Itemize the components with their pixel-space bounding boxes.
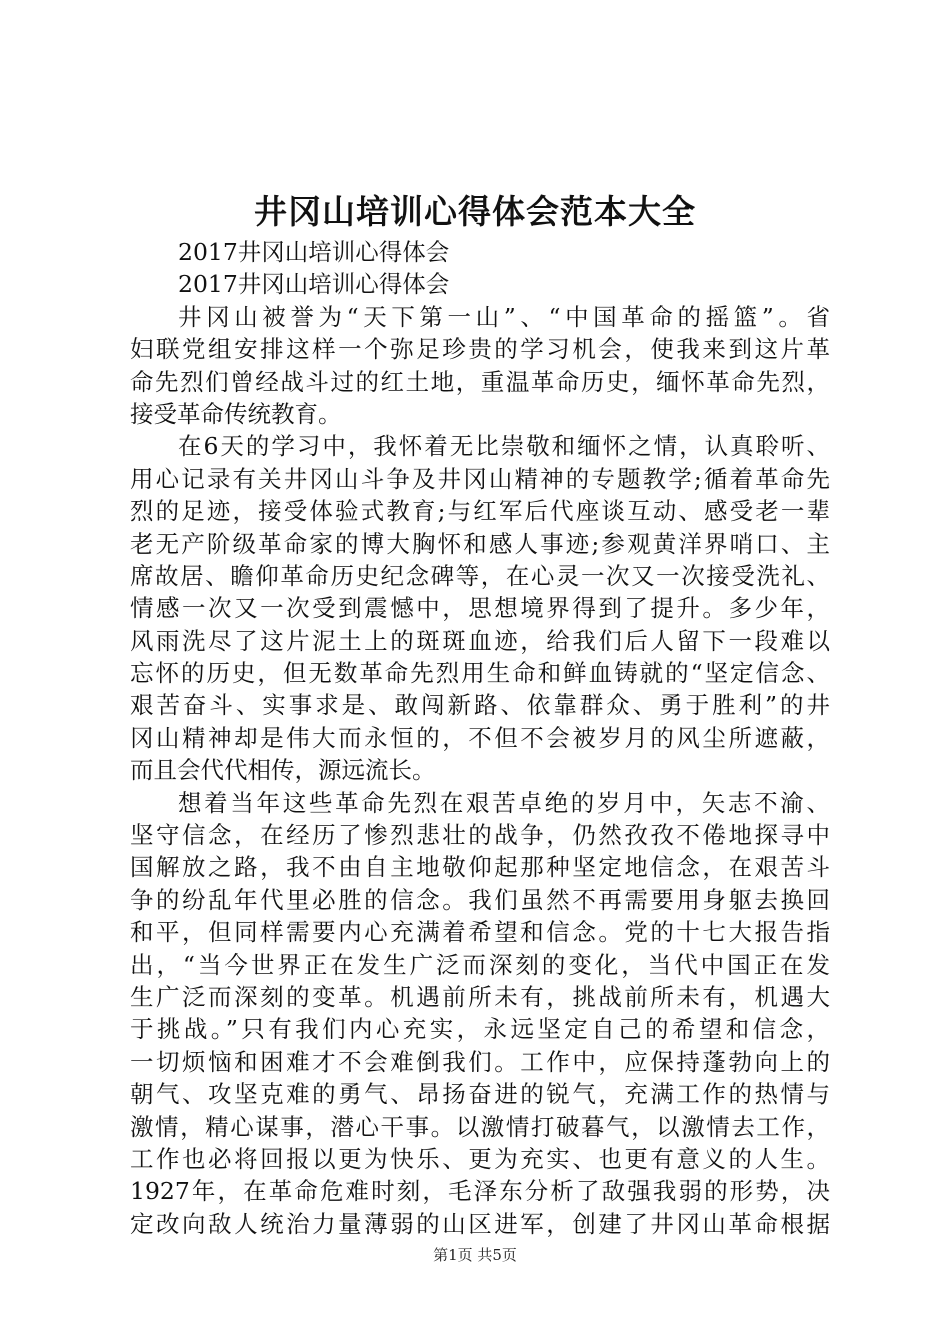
text-line: 坚守信念，在经历了惨烈悲壮的战争，仍然孜孜不倦地探寻中 <box>130 821 830 850</box>
text-line: 井冈山被誉为“天下第一山”、“中国革命的摇篮”。省 <box>178 302 830 331</box>
text-line: 国解放之路，我不由自主地敬仰起那种坚定地信念，在艰苦斗 <box>130 853 830 882</box>
text-line: 接受革命传统教育。 <box>130 399 342 428</box>
text-line: 2017井冈山培训心得体会 <box>178 270 450 299</box>
text-line: 忘怀的历史，但无数革命先烈用生命和鲜血铸就的“坚定信念、 <box>130 659 830 688</box>
text-line: 争的纷乱年代里必胜的信念。我们虽然不再需要用身躯去换回 <box>130 885 830 914</box>
text-line: 生广泛而深刻的变革。机遇前所未有，挑战前所未有，机遇大 <box>130 982 830 1011</box>
text-line: 烈的足迹，接受体验式教育;与红军后代座谈互动、感受老一辈 <box>130 497 830 526</box>
text-line: 冈山精神却是伟大而永恒的，不但不会被岁月的风尘所遮蔽， <box>130 723 830 752</box>
text-line: 2017井冈山培训心得体会 <box>178 238 450 266</box>
page-footer: 第1页 共5页 <box>433 1246 517 1264</box>
text-line: 想着当年这些革命先烈在艰苦卓绝的岁月中，矢志不渝、 <box>178 788 830 817</box>
text-line: 命先烈们曾经战斗过的红土地，重温革命历史，缅怀革命先烈， <box>130 367 830 396</box>
text-line: 老无产阶级革命家的博大胸怀和感人事迹;参观黄洋界哨口、主 <box>130 529 830 558</box>
text-line: 艰苦奋斗、实事求是、敢闯新路、依靠群众、勇于胜利”的井 <box>130 691 830 720</box>
text-line: 风雨洗尽了这片泥土上的斑斑血迹，给我们后人留下一段难以 <box>130 626 830 655</box>
document-body <box>130 236 830 1240</box>
text-line: 工作也必将回报以更为快乐、更为充实、也更有意义的人生。 <box>130 1144 830 1173</box>
text-line: 情感一次又一次受到震憾中，思想境界得到了提升。多少年， <box>130 594 830 623</box>
text-line: 和平，但同样需要内心充满着希望和信念。党的十七大报告指 <box>130 918 830 947</box>
text-line: 用心记录有关井冈山斗争及井冈山精神的专题教学;循着革命先 <box>130 464 830 493</box>
document-title: 井冈山培训心得体会范本大全 <box>254 192 696 231</box>
text-line: 激情，精心谋事，潜心干事。以激情打破暮气，以激情去工作， <box>130 1112 830 1141</box>
text-line: 1927年，在革命危难时刻，毛泽东分析了敌强我弱的形势，决 <box>130 1177 830 1206</box>
text-line: 于挑战。”只有我们内心充实，永远坚定自己的希望和信念， <box>130 1015 830 1044</box>
text-line: 出，“当今世界正在发生广泛而深刻的变化，当代中国正在发 <box>130 950 830 979</box>
text-line: 一切烦恼和困难才不会难倒我们。工作中，应保持蓬勃向上的 <box>130 1047 830 1076</box>
text-line: 妇联党组安排这样一个弥足珍贵的学习机会，使我来到这片革 <box>130 335 830 364</box>
text-line: 而且会代代相传，源远流长。 <box>130 756 436 785</box>
text-line: 朝气、攻坚克难的勇气、昂扬奋进的锐气，充满工作的热情与 <box>130 1080 830 1109</box>
text-line: 在6天的学习中，我怀着无比崇敬和缅怀之情，认真聆听、 <box>178 432 830 461</box>
text-line: 定改向敌人统治力量薄弱的山区进军，创建了井冈山革命根据 <box>130 1209 830 1238</box>
text-line: 席故居、瞻仰革命历史纪念碑等，在心灵一次又一次接受洗礼、 <box>130 561 830 590</box>
